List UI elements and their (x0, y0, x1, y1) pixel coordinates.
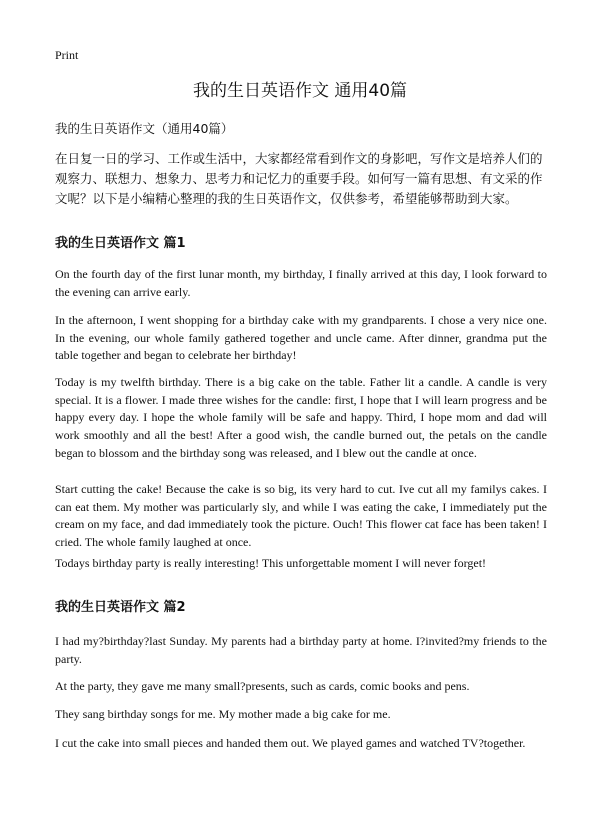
paragraph: On the fourth day of the first lunar month, my birthday, I finally arrived at this day, I look forward to the evening can arrive early. (55, 267, 547, 299)
paragraph: At the party, they gave me many small?presents, such as cards, comic books and pens. (55, 679, 470, 693)
paragraph: I had my?birthday?last Sunday. My parents had a birthday party at home. I?invited?my friends to the party. (55, 634, 547, 666)
section-heading-1: 我的生日英语作文 篇1 (55, 236, 186, 251)
paragraph: Todays birthday party is really interesting! This unforgettable moment I will never forget! (55, 556, 487, 570)
page-title: 我的生日英语作文 通用40篇 (192, 81, 408, 101)
paragraph: Today is my twelfth birthday. There is a big cake on the table. Father lit a candle. A candle is very special. It is a flower. I made three wishes for the candle: first, I hope that I will learn progress and be happy every day. I hope the whole family will be safe and happy. Third, I hope mom and dad will work smoothly and all the best! After a good wish, the candle burned out, the petals on the candle began to blossom and the birthday song was released, and I blew out the candle at once. (55, 375, 547, 460)
paragraph: They sang birthday songs for me. My mother made a big cake for me. (55, 707, 391, 721)
section-heading-2: 我的生日英语作文 篇2 (55, 600, 186, 615)
paragraph: In the afternoon, I went shopping for a birthday cake with my grandparents. I chose a very nice one. In the evening, our whole family gathered together and uncle came. After dinner, grandma put the table together and began to celebrate her birthday! (55, 313, 547, 363)
paragraph: Start cutting the cake! Because the cake is so big, its very hard to cut. Ive cut all my familys cakes. I can eat them. My mother was particularly sly, and while I was eating the cake, I immediately put the cream on my face, and dad immediately took the picture. Ouch! This flower cat face has been taken! I cried. The whole family laughed at once. (55, 482, 547, 550)
print-link[interactable]: Print (55, 48, 79, 62)
intro-paragraph: 在日复一日的学习、工作或生活中，大家都经常看到作文的身影吧，写作文是培养人们的观察力、联想力、想象力、思考力和记忆力的重要手段。如何写一篇有思想、有文采的作文呢？以下是小编精心整理的我的生日英语作文，仅供参考，希望能够帮助到大家。 (55, 151, 543, 206)
document-subtitle: 我的生日英语作文（通用40篇） (55, 121, 234, 136)
paragraph: I cut the cake into small pieces and handed them out. We played games and watched TV?together. (55, 736, 526, 750)
